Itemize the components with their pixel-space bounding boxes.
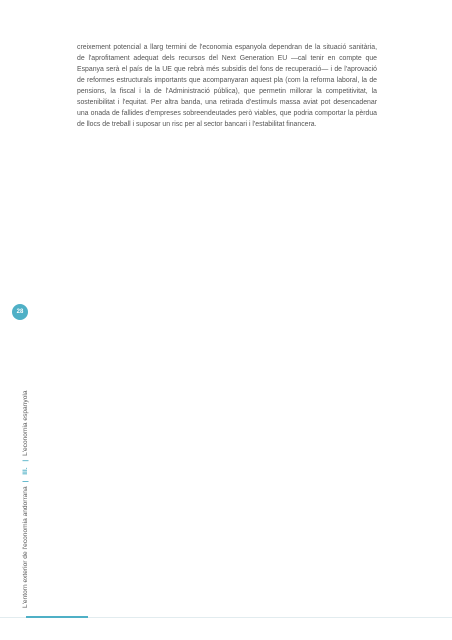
page-number-badge: 28 <box>12 304 28 320</box>
running-section-label <box>22 391 30 609</box>
body-paragraph: creixement potencial a llarg termini de l'economia espanyola dependran de la situació sanitària, de l'aprofitament adequat dels recursos del Next Generation EU —cal tenir en compte que Espanya serà el país de la UE que rebrà més subsidis del fons de recuperació— i de l'aprovació de reformes estructurals importants que acompanyaran aquest pla (com la reforma laboral, la de pensions, la fiscal i la de l'Administració pública), que permetin millorar la competitivitat, la sostenibilitat i l'equitat. Per altra banda, una retirada d'estímuls massa aviat pot desencadenar una onada de fallides d'empreses sobreendeutades però viables, que podria comportar la pèrdua de llocs de treball i suposar un risc per al sector bancari i l'estabilitat financera. <box>77 44 377 128</box>
section-separator-1: | <box>22 480 29 483</box>
section-part-right: L'economia espanyola <box>22 390 29 456</box>
footer-accent-bar <box>26 616 88 618</box>
section-separator-2: | <box>22 459 29 462</box>
section-part-left: L'entorn exterior de l'economia andorrana <box>22 486 29 608</box>
section-chapter: III. <box>22 467 29 475</box>
